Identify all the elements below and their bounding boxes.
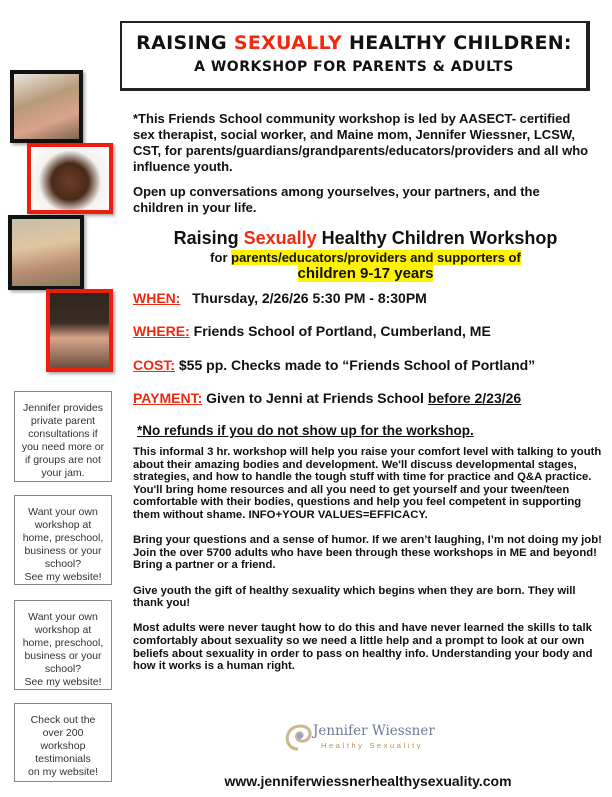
sidebar-box-own-workshop: Want your own workshop at home, preschool, business or your school? See my website!: [14, 600, 112, 690]
logo-tagline: Healthy Sexuality: [321, 741, 424, 750]
photo-man-hand-on-head: [8, 215, 84, 290]
sidebar-box-consultations: Jennifer provides private parent consultations if you need more or if groups are not your jam.: [14, 391, 112, 482]
photo-child-covering-face: [27, 143, 113, 214]
logo-name: Jennifer Wiessner: [313, 723, 435, 739]
sidebar-box-own-workshop: Want your own workshop at home, preschool, business or your school? See my website!: [14, 495, 112, 585]
workshop-heading: Raising Sexually Healthy Children Workshop for parents/educators/providers and supporters of children 9-17 years: [173, 228, 558, 282]
website-link[interactable]: www.jenniferwiessnerhealthysexuality.com: [224, 773, 512, 789]
where-row: WHERE: Friends School of Portland, Cumberland, ME: [133, 323, 491, 339]
photo-person-covering-face: [46, 289, 113, 372]
sidebar-box-testimonials: Check out the over 200 workshop testimonials on my website!: [14, 703, 112, 782]
payment-row: PAYMENT: Given to Jenni at Friends School before 2/23/26: [133, 390, 522, 406]
nautilus-shell-icon: [283, 721, 313, 751]
cost-row: COST: $55 pp. Checks made to “Friends School of Portland”: [133, 357, 536, 373]
title-red-text: SEXUALLY: [233, 32, 343, 54]
photo-woman-covering-mouth: [10, 70, 83, 143]
title-text: HEALTHY CHILDREN:: [342, 32, 572, 54]
body-paragraph: Most adults were never taught how to do this and have never learned the skills to talk comfortably about sexuality so we need a little help and a prompt to look at our own beliefs about sexuality in order to pass on healthy info. Understanding your body and how it works is a human right.: [133, 622, 593, 673]
body-paragraph: Give youth the gift of healthy sexuality which begins when they are born. They will thank you!: [133, 584, 576, 610]
title-text: RAISING: [136, 32, 234, 54]
when-row: WHEN: Thursday, 2/26/26 5:30 PM - 8:30PM: [133, 290, 427, 306]
title-banner: [120, 21, 590, 91]
no-refunds-notice: *No refunds if you do not show up for the workshop.: [137, 423, 474, 438]
open-up-paragraph: Open up conversations among yourselves, your partners, and the children in your life.: [133, 184, 540, 215]
subtitle: A WORKSHOP FOR PARENTS & ADULTS: [194, 59, 514, 75]
audience-highlight: parents/educators/providers and supporters of: [231, 250, 521, 265]
ages-highlight: children 9-17 years: [297, 265, 434, 282]
body-paragraph: Bring your questions and a sense of humor. If we aren’t laughing, I’m not doing my job! Join the over 5700 adults who have been through these workshops in ME and beyond! Bring a partner or a friend.: [133, 534, 602, 572]
intro-paragraph: *This Friends School community workshop is led by AASECT- certified sex therapist, social worker, and Maine mom, Jennifer Wiessner, LCSW, CST, for parents/guardians/grandparents/educators/providers and all who influence youth.: [133, 111, 589, 174]
body-paragraph: This informal 3 hr. workshop will help you raise your comfort level with talking to youth about their amazing bodies and development. We'll discuss developmental stages, strategies, and how to handle the tough stuff with time for practice and Q&A practice. You'll bring home resources and all you need to get yourself and your tween/teen comfortable with their bodies, questions and help you feel competent in supporting them without shame. INFO+YOUR VALUES=EFFICACY.: [133, 446, 602, 521]
body-text: [133, 446, 603, 685]
logo: [283, 719, 433, 753]
